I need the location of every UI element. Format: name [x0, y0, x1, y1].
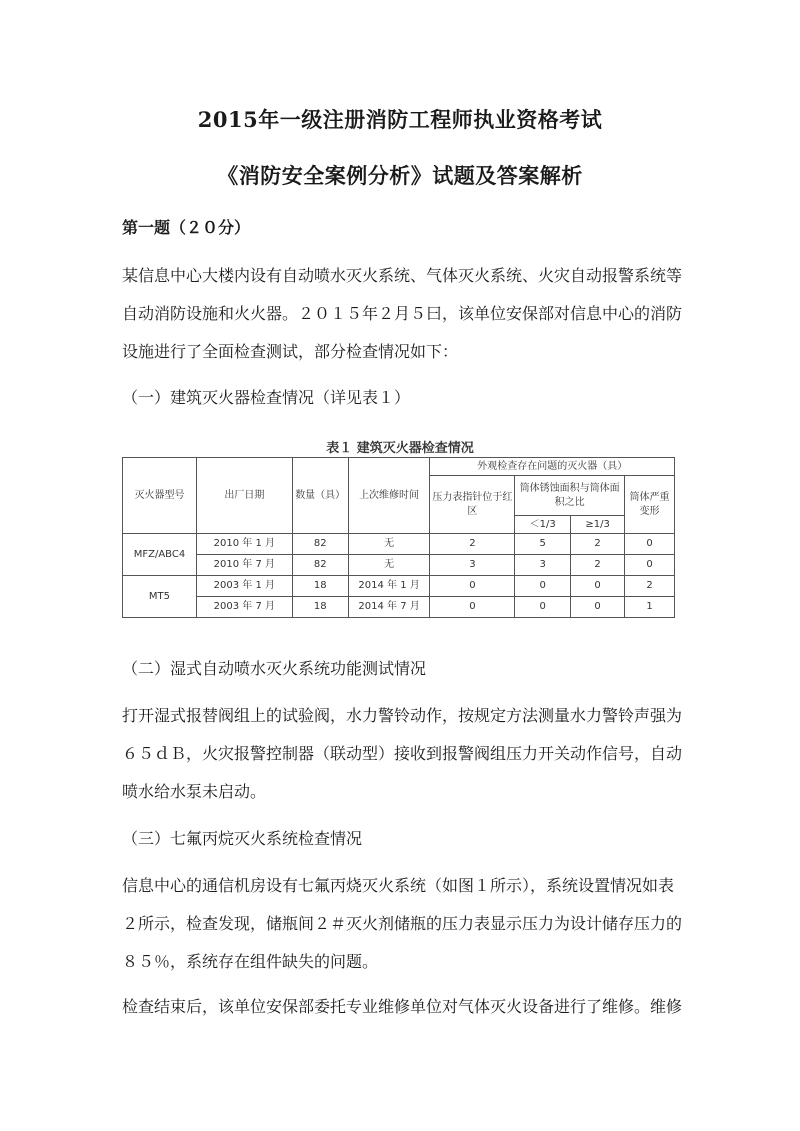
cell-qty: 82	[292, 534, 348, 555]
header-model: 灭火器型号	[123, 458, 197, 534]
cell-date: 2010 年 7 月	[196, 555, 292, 576]
cell-ge: 0	[571, 576, 625, 597]
cell-date: 2003 年 1 月	[196, 576, 292, 597]
text-line: 喷水给水泵未启动。	[122, 782, 267, 801]
section-heading-3: （三）七氟丙烷灭火系统检查情况	[122, 829, 363, 848]
cell-lt: 5	[515, 534, 571, 555]
text-line: 自动消防设施和火火器。２０１５年２月５曰，该单位安保部对信息中心的消防	[122, 304, 683, 323]
table-row	[123, 555, 675, 576]
header-rust-lt: ＜1/3	[515, 516, 571, 534]
cell-deform: 1	[625, 597, 675, 618]
cell-pressure: 3	[430, 555, 515, 576]
cell-deform: 0	[625, 534, 675, 555]
text-line: 某信息中心大楼内设有自动喷水灭火系统、气体灭火系统、火灾自动报警系统等	[122, 266, 683, 285]
cell-pressure: 2	[430, 534, 515, 555]
question-heading: 第一题（２０分）	[122, 218, 251, 237]
cell-ge: 2	[571, 534, 625, 555]
text-line: 打开湿式报替阀组上的试验阀，水力警铃动作，按规定方法测量水力警铃声强为	[122, 706, 683, 725]
cell-pressure: 0	[430, 576, 515, 597]
document-title: 2015年一级注册消防工程师执业资格考试	[197, 107, 603, 132]
header-rust: 筒体锈蚀面积与筒体面积之比	[515, 476, 625, 516]
cell-model: MT5	[123, 576, 197, 618]
header-pressure: 压力表指针位于红区	[430, 476, 515, 534]
header-quantity: 数量（具）	[292, 458, 348, 534]
cell-qty: 82	[292, 555, 348, 576]
section-heading-2: （二）湿式自动喷水灭火系统功能测试情况	[122, 659, 427, 678]
table-row	[123, 576, 675, 597]
cell-deform: 0	[625, 555, 675, 576]
cell-model: MFZ/ABC4	[123, 534, 197, 576]
cell-last: 2014 年 1 月	[348, 576, 430, 597]
table-row	[123, 597, 675, 618]
header-date: 出厂日期	[196, 458, 292, 534]
text-line: 设施进行了全面检查测试，部分检查情况如下：	[122, 342, 459, 361]
cell-date: 2010 年 1 月	[196, 534, 292, 555]
sprinkler-test-paragraph	[122, 697, 692, 811]
section-heading-1: （一）建筑灭火器检查情况（详见表１）	[122, 388, 411, 407]
table-row	[123, 534, 675, 555]
cell-last: 无	[348, 555, 430, 576]
gas-system-paragraph	[122, 867, 692, 981]
cell-qty: 18	[292, 597, 348, 618]
cell-lt: 0	[515, 597, 571, 618]
header-deform: 筒体严重变形	[625, 476, 675, 534]
intro-paragraph	[122, 257, 692, 371]
text-line: ２所示，检查发现，储瓶间２＃灭火剂储瓶的压力表显示压力为设计储存压力的	[122, 914, 683, 933]
cell-date: 2003 年 7 月	[196, 597, 292, 618]
cell-ge: 2	[571, 555, 625, 576]
text-line: ８５％，系统存在组件缺失的问题。	[122, 952, 379, 971]
table-caption: 表１ 建筑灭火器检查情况	[326, 441, 474, 456]
cell-lt: 3	[515, 555, 571, 576]
cell-qty: 18	[292, 576, 348, 597]
header-rust-ge: ≥1/3	[571, 516, 625, 534]
text-line: 信息中心的通信机房设有七氟丙烧灭火系统（如图１所示），系统设置情况如表	[122, 876, 675, 895]
cell-last: 无	[348, 534, 430, 555]
header-last-repair: 上次维修时间	[348, 458, 430, 534]
text-line: 检查结束后，该单位安保部委托专业维修单位对气体灭火设备进行了维修。维修	[122, 997, 683, 1016]
document-subtitle: 《消防安全案例分析》试题及答案解析	[217, 163, 583, 188]
cell-last: 2014 年 7 月	[348, 597, 430, 618]
maintenance-paragraph	[122, 988, 692, 1026]
cell-ge: 0	[571, 597, 625, 618]
cell-pressure: 0	[430, 597, 515, 618]
text-line: ６５ｄＢ，火灾报警控制器（联动型）接收到报警阀组压力开关动作信号，自动	[122, 744, 683, 763]
header-inspection-group: 外观检查存在问题的灭火器（具）	[430, 458, 675, 476]
cell-lt: 0	[515, 576, 571, 597]
extinguisher-table	[122, 457, 675, 618]
cell-deform: 2	[625, 576, 675, 597]
